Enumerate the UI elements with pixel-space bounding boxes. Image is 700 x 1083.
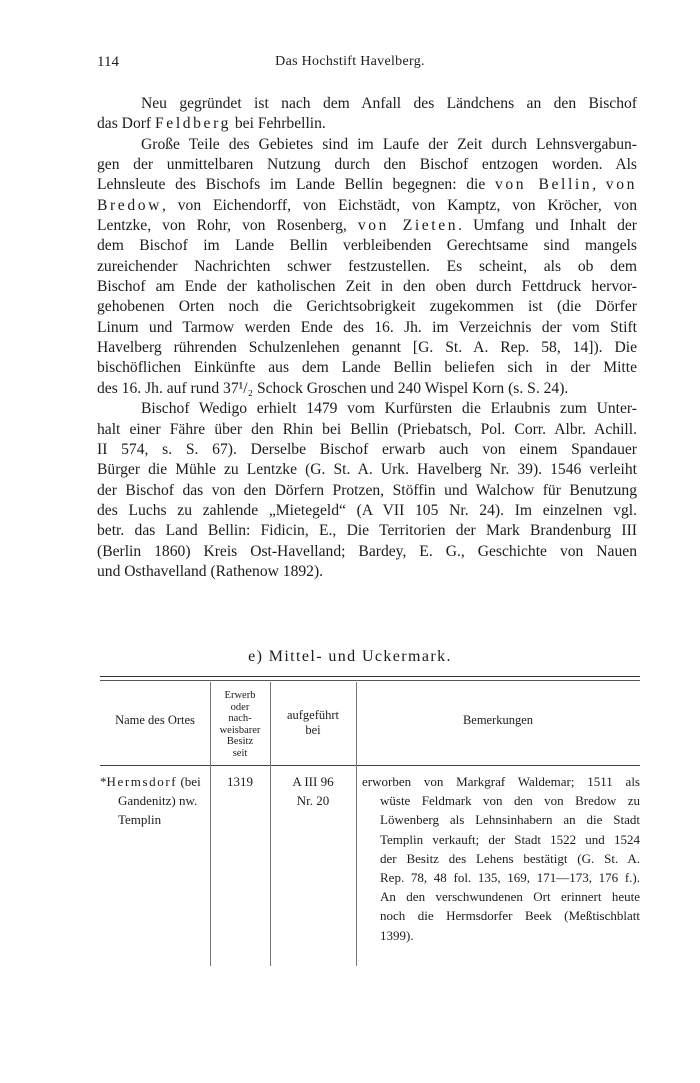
- page-number: 114: [97, 54, 119, 70]
- text-line: Bischof am Ende der katholischen Zeit in den oben durch Fettdruck hervor-: [97, 278, 637, 296]
- table-header-rule: [100, 765, 640, 766]
- cell-line: Löwenberg als Lehnsinhabern an die Stadt: [380, 812, 640, 828]
- text-line: des 16. Jh. auf rund 37¹/₂ Schock Groschen und 240 Wispel Korn (s. S. 24).: [97, 379, 569, 397]
- header-line: Erwerb: [224, 690, 256, 701]
- header-line: nach-: [228, 713, 252, 724]
- header-remarks: Bemerkungen: [462, 713, 534, 727]
- cell-line: Nr. 20: [296, 793, 330, 809]
- spaced-name: Feldberg: [155, 115, 231, 133]
- paragraph: [97, 94, 637, 135]
- text-line: bischöflichen Einkünfte aus dem Lande Bellin beliefen sich in der Mitte: [97, 359, 637, 377]
- cell-reference: [270, 772, 356, 810]
- text-line: gen der unmittelbaren Nutzung durch den Bischof entzogen worden. Als: [97, 156, 637, 174]
- spaced-name: Bredow: [97, 196, 162, 214]
- cell-line: 1399).: [380, 927, 414, 943]
- header-line: Besitz: [226, 736, 254, 747]
- places-table: [100, 676, 640, 966]
- spaced-name: von Bellin: [495, 176, 593, 194]
- text-line: II 574, s. S. 67). Derselbe Bischof erwarb auch von einem Spandauer: [97, 440, 637, 458]
- cell-remarks: [362, 772, 640, 945]
- cell-year: 1319: [227, 774, 253, 789]
- cell-line: der Besitz des Lehens bestätigt (G. St. A.: [380, 850, 640, 866]
- text-line: zureichender Nachrichten schwer festzustellen. Es scheint, als ob dem: [97, 257, 637, 275]
- text-line: dem Bischof im Lande Bellin verbleibenden Gerechtsame sind mangels: [97, 237, 637, 255]
- cell-line: Templin verkauft; der Stadt 1522 und 1524: [380, 831, 640, 847]
- text-line: (Berlin 1860) Kreis Ost-Havelland; Bardey, E. G., Geschichte von Nauen: [97, 542, 637, 560]
- cell-line: An den verschwundenen Ort erinnert heute: [380, 889, 640, 905]
- text-line: Bischof Wedigo erhielt 1479 vom Kurfürsten die Erlaubnis zum Unter-: [141, 400, 637, 418]
- header-place-name: Name des Ortes: [115, 713, 195, 727]
- header-line: seit: [232, 747, 248, 759]
- paragraph: [97, 135, 637, 399]
- text-line: Bredow, von Eichendorff, von Eichstädt, von Kamptz, von Kröcher, von: [97, 196, 637, 214]
- text-line: Havelberg rührenden Schulzenlehen genannt [G. St. A. Rep. 58, 14]). Die: [97, 339, 637, 357]
- text-line: Lentzke, von Rohr, von Rosenberg, von Zieten. Umfang und Inhalt der: [97, 217, 637, 235]
- text-line: der Bischof das von den Dörfern Protzen, Stöffin und Walchow für Benutzung: [97, 481, 637, 499]
- text-line: Lehnsleute des Bischofs im Lande Bellin begegnen: die von Bellin, von: [97, 176, 637, 194]
- body-text: [97, 94, 637, 582]
- text-line: Große Teile des Gebietes sind im Laufe der Zeit durch Lehnsvergabun-: [141, 135, 637, 153]
- header-acquired: [210, 690, 270, 759]
- header-line: aufgeführt: [286, 708, 340, 722]
- cell-place-name: [100, 772, 210, 830]
- text-line: Bürger die Mühle zu Lentzke (G. St. A. Urk. Havelberg Nr. 39). 1546 verleiht: [97, 461, 637, 479]
- header-line: oder: [230, 701, 250, 713]
- text-line: Linum und Tarmow werden Ende des 16. Jh. im Verzeichnis der vom Stift: [97, 318, 637, 336]
- cell-line: erworben von Markgraf Waldemar; 1511 als: [362, 774, 640, 789]
- header-listed: [270, 708, 356, 738]
- text-line: das Dorf Feldberg bei Fehrbellin.: [97, 115, 326, 133]
- cell-line: noch die Hermsdorfer Beek (Meßtischblatt: [380, 908, 640, 924]
- table-top-rule: [100, 676, 640, 677]
- cell-line: A III 96: [292, 774, 334, 789]
- text-line: Neu gegründet ist nach dem Anfall des Ländchens an den Bischof: [141, 95, 637, 112]
- spaced-name: von Zieten: [357, 217, 459, 235]
- text-line: betr. das Land Bellin: Fidicin, E., Die Territorien der Mark Brandenburg III: [97, 522, 637, 540]
- spaced-name: von: [605, 176, 637, 194]
- section-heading: e) Mittel- und Uckermark.: [248, 648, 452, 665]
- cell-line: Rep. 78, 48 fol. 135, 169, 171—173, 176 f.).: [380, 870, 640, 886]
- table-top-rule-inner: [100, 680, 640, 681]
- cell-line: *Hermsdorf (bei: [100, 774, 201, 789]
- cell-line: wüste Feldmark von den von Bredow zu: [380, 793, 640, 809]
- paragraph: [97, 399, 637, 582]
- text-line: gehobenen Orten noch die Gerichtsobrigkeit zugekommen ist (die Dörfer: [97, 298, 637, 316]
- cell-line: Gandenitz) nw.: [118, 793, 198, 809]
- cell-line: Templin: [118, 812, 162, 828]
- running-head: Das Hochstift Havelberg.: [275, 54, 425, 69]
- header-line: weisbarer: [219, 724, 261, 736]
- spaced-name: Hermsdorf: [106, 774, 178, 789]
- text-line: und Osthavelland (Rathenow 1892).: [97, 562, 324, 580]
- text-line: halt einer Fähre über den Rhin bei Bellin (Priebatsch, Pol. Corr. Albr. Achill.: [97, 420, 637, 438]
- text-line: des Luchs zu zahlende „Mietegeld“ (A VII 105 Nr. 24). Im einzelnen vgl.: [97, 501, 637, 519]
- header-line: bei: [305, 723, 321, 737]
